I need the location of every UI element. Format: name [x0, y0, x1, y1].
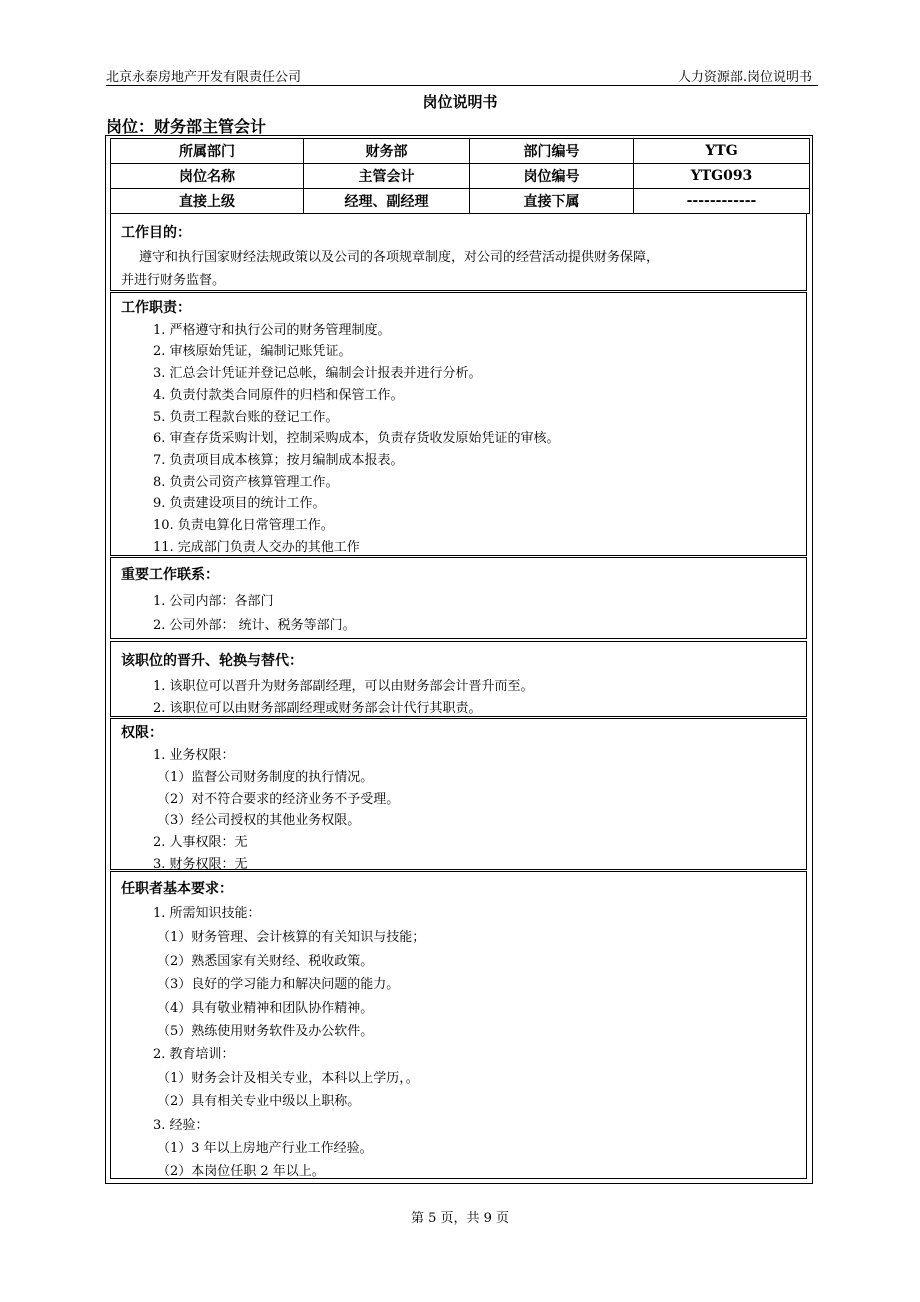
list-item: （2）熟悉国家有关财经、税收政策。 — [157, 954, 374, 969]
value-subordinates: ------------ — [634, 189, 810, 214]
list-item: （2）对不符合要求的经济业务不予受理。 — [157, 792, 400, 807]
section-title: 任职者基本要求： — [121, 881, 233, 897]
table-row — [111, 164, 810, 189]
list-item: 2. 教育培训： — [153, 1047, 235, 1062]
value-position-name: 主管会计 — [304, 164, 470, 189]
label-subordinates: 直接下属 — [470, 189, 634, 214]
list-item: （4）具有敬业精神和团队协作精神。 — [157, 1001, 374, 1016]
value-department: 财务部 — [304, 139, 470, 164]
list-item: （2）具有相关专业中级以上职称。 — [157, 1094, 361, 1109]
section-title: 工作职责： — [121, 300, 191, 316]
section-authority — [110, 718, 807, 870]
section-requirements — [110, 871, 807, 1179]
list-item: 3. 汇总会计凭证并登记总帐，编制会计报表并进行分析。 — [153, 366, 482, 381]
label-position-code: 岗位编号 — [470, 164, 634, 189]
list-item: （3）良好的学习能力和解决问题的能力。 — [157, 977, 400, 992]
list-item: 11. 完成部门负责人交办的其他工作 — [153, 540, 360, 555]
list-item: 1. 业务权限： — [153, 748, 235, 763]
document-title: 岗位说明书 — [422, 93, 498, 111]
table-row — [111, 189, 810, 214]
value-dept-code: YTG — [634, 139, 810, 164]
list-item: 1. 该职位可以晋升为财务部副经理，可以由财务部会计晋升而至。 — [153, 679, 534, 694]
table-row — [111, 139, 810, 164]
list-item: 1. 严格遵守和执行公司的财务管理制度。 — [153, 323, 391, 338]
list-item: 1. 公司内部：各部门 — [153, 594, 274, 609]
list-item: 2. 人事权限：无 — [153, 835, 248, 850]
list-item: 10. 负责电算化日常管理工作。 — [153, 518, 334, 533]
list-item: 4. 负责付款类合同原件的归档和保管工作。 — [153, 388, 404, 403]
purpose-line: 并进行财务监督。 — [121, 273, 226, 288]
list-item: 1. 所需知识技能： — [153, 906, 261, 921]
section-title: 权限： — [121, 725, 163, 741]
list-item: （1）财务会计及相关专业，本科以上学历，。 — [157, 1071, 419, 1086]
company-name: 北京永泰房地产开发有限责任公司 — [106, 70, 302, 85]
list-item: （5）熟练使用财务软件及办公软件。 — [157, 1024, 374, 1039]
value-position-code: YTG093 — [634, 164, 810, 189]
list-item: （3）经公司授权的其他业务权限。 — [157, 813, 361, 828]
list-item: 5. 负责工程款台账的登记工作。 — [153, 410, 339, 425]
label-supervisor: 直接上级 — [111, 189, 304, 214]
list-item: 3. 经验： — [153, 1118, 209, 1133]
label-position-name: 岗位名称 — [111, 164, 304, 189]
section-title: 重要工作联系： — [121, 567, 219, 583]
list-item: （1）财务管理、会计核算的有关知识与技能； — [157, 930, 426, 945]
list-item: 3. 财务权限：无 — [153, 857, 248, 872]
section-purpose — [110, 213, 807, 291]
section-title: 该职位的晋升、轮换与替代： — [121, 653, 303, 669]
list-item: 2. 审核原始凭证，编制记账凭证。 — [153, 344, 352, 359]
label-dept-code: 部门编号 — [470, 139, 634, 164]
section-promotion — [110, 641, 807, 717]
list-item: （2）本岗位任职 2 年以上。 — [157, 1164, 325, 1179]
page-number: 第 5 页，共 9 页 — [410, 1211, 510, 1226]
list-item: （1）3 年以上房地产行业工作经验。 — [157, 1141, 373, 1156]
header-divider — [106, 85, 818, 86]
value-supervisor: 经理、副经理 — [304, 189, 470, 214]
list-item: （1）监督公司财务制度的执行情况。 — [157, 770, 374, 785]
purpose-line: 遵守和执行国家财经法规政策以及公司的各项规章制度，对公司的经营活动提供财务保障， — [139, 250, 660, 265]
list-item: 7. 负责项目成本核算；按月编制成本报表。 — [153, 453, 404, 468]
label-department: 所属部门 — [111, 139, 304, 164]
list-item: 8. 负责公司资产核算管理工作。 — [153, 475, 339, 490]
section-relations — [110, 557, 807, 639]
list-item: 6. 审查存货采购计划，控制采购成本，负责存货收发原始凭证的审核。 — [153, 431, 560, 446]
document-type: 人力资源部.岗位说明书 — [677, 70, 812, 85]
position-heading: 岗位：财务部主管会计 — [106, 117, 267, 136]
list-item: 2. 公司外部： 统计、税务等部门。 — [153, 618, 356, 633]
list-item: 9. 负责建设项目的统计工作。 — [153, 496, 326, 511]
section-duties — [110, 292, 807, 556]
list-item: 2. 该职位可以由财务部副经理或财务部会计代行其职责。 — [153, 701, 482, 716]
section-title: 工作目的： — [121, 225, 191, 241]
info-table — [110, 138, 810, 214]
